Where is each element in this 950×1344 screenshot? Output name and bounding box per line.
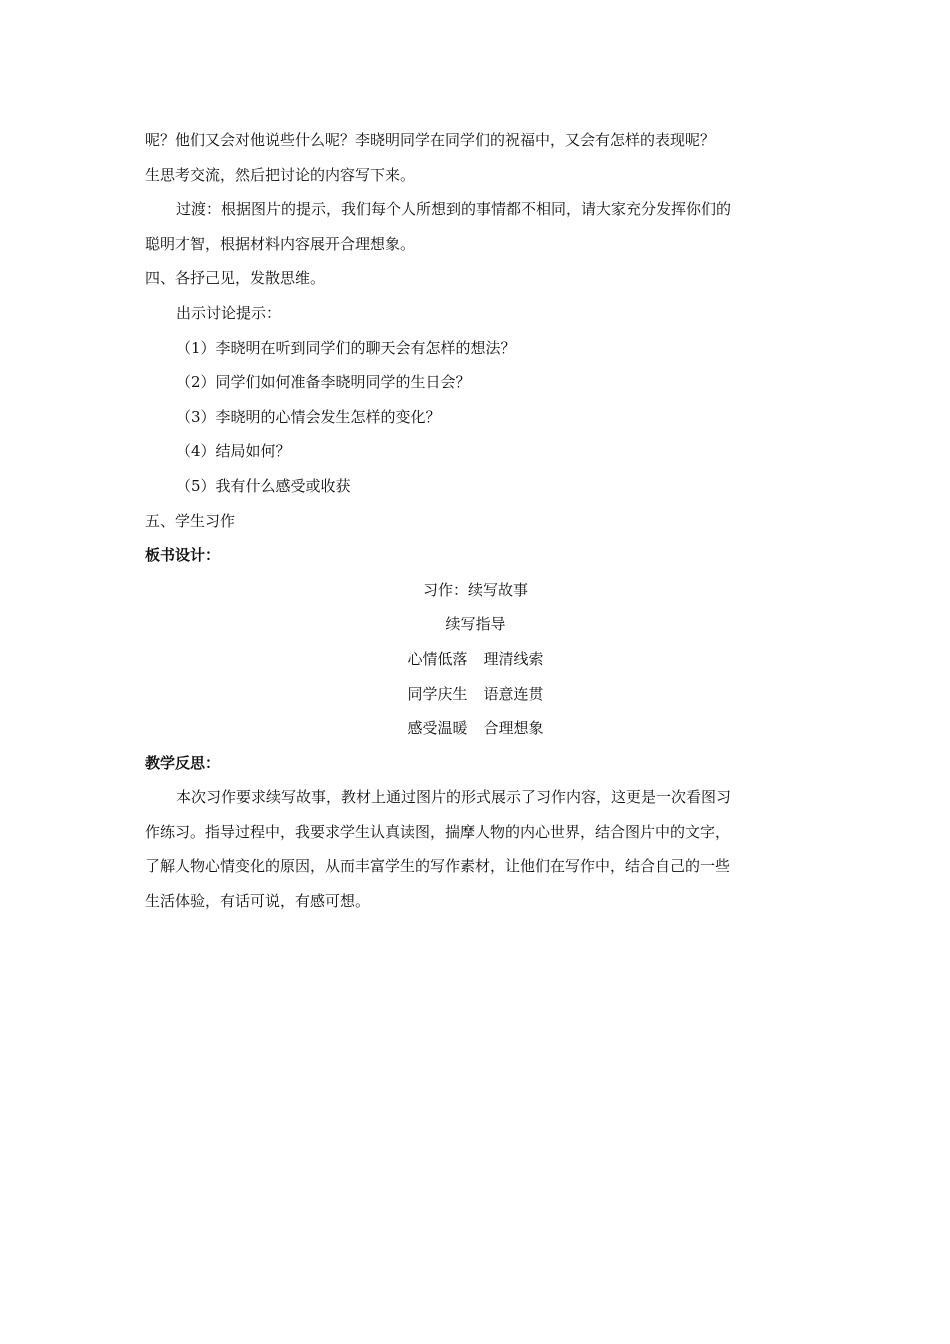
paragraph-continuation-line-1: 呢？他们又会对他说些什么呢？李晓明同学在同学们的祝福中，又会有怎样的表现呢？ xyxy=(145,131,716,149)
board-row-2 xyxy=(145,677,810,712)
paragraph-continuation-line-2: 生思考交流，然后把讨论的内容写下来。 xyxy=(145,165,416,184)
discussion-prompt-4: （4）结局如何？ xyxy=(176,442,291,461)
discussion-prompt-2: （2）同学们如何准备李晓明同学的生日会？ xyxy=(176,373,471,392)
board-row-3 xyxy=(145,711,810,746)
transition-line-1: 过渡：根据图片的提示，我们每个人所想到的事情都不相同，请大家充分发挥你们的 xyxy=(176,200,732,219)
reflection-line-3: 了解人物心情变化的原因，从而丰富学生的写作素材，让他们在写作中，结合自己的一些 xyxy=(145,857,731,876)
section-five-title: 五、学生习作 xyxy=(145,511,236,530)
board-row-2-right: 语意连贯 xyxy=(483,684,544,703)
board-row-1-left: 心情低落 xyxy=(407,649,468,668)
board-row-3-left: 感受温暖 xyxy=(407,719,468,738)
reflection-line-2: 作练习。指导过程中，我要求学生认真读图，揣摩人物的内心世界，结合图片中的文字， xyxy=(145,822,731,841)
board-design-heading: 板书设计： xyxy=(145,546,221,565)
board-row-3-right: 合理想象 xyxy=(483,719,544,738)
document-page xyxy=(145,123,810,919)
discussion-prompt-1: （1）李晓明在听到同学们的聊天会有怎样的想法？ xyxy=(176,338,516,357)
board-row-1 xyxy=(145,642,810,677)
board-title: 习作：续写故事 xyxy=(422,580,528,599)
discussion-prompt-5: （5）我有什么感受或收获 xyxy=(176,476,351,495)
board-row-2-left: 同学庆生 xyxy=(407,684,468,703)
board-subtitle: 续写指导 xyxy=(445,615,506,634)
reflection-line-1: 本次习作要求续写故事，教材上通过图片的形式展示了习作内容，这更是一次看图习 xyxy=(176,788,732,807)
transition-line-2: 聪明才智，根据材料内容展开合理想象。 xyxy=(145,234,416,253)
discussion-prompt-3: （3）李晓明的心情会发生怎样的变化？ xyxy=(176,407,441,426)
board-row-1-right: 理清线索 xyxy=(483,649,544,668)
discussion-intro: 出示讨论提示： xyxy=(176,303,282,322)
section-four-title: 四、各抒己见，发散思维。 xyxy=(145,269,326,288)
reflection-heading: 教学反思： xyxy=(145,753,221,772)
reflection-line-4: 生活体验，有话可说，有感可想。 xyxy=(145,892,371,911)
